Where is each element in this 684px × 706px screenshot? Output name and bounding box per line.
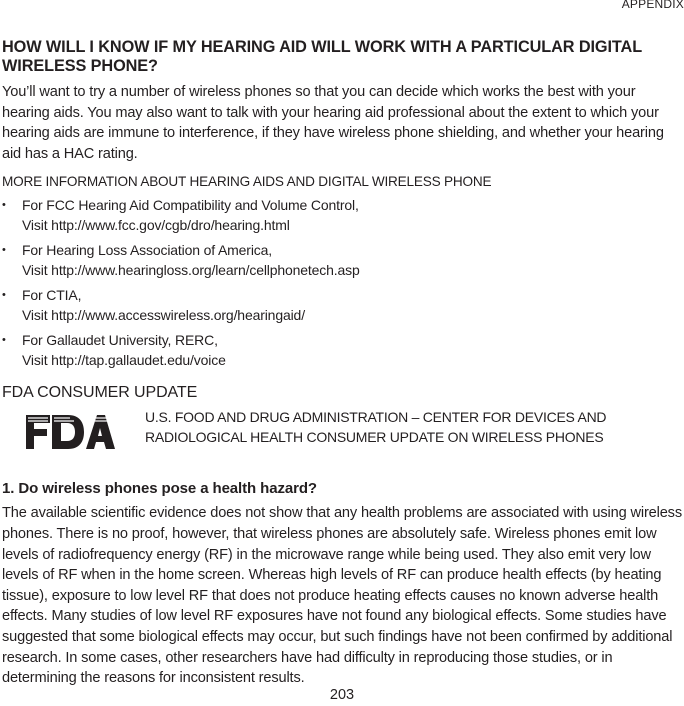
page-number: 203 <box>329 687 355 703</box>
more-info-heading: MORE INFORMATION ABOUT HEARING AIDS AND DIGITAL WIRELESS PHONE <box>2 174 492 190</box>
hearing-aid-intro: You’ll want to try a number of wireless phones so that you can decide which works the best with your hearing aids. You may also want to talk with your hearing aid professional about the extent to which your hearing aids are immune to interference, if they have wireless phone shielding, and whether your hearing aid has a HAC rating. <box>2 84 664 162</box>
resource-name: For FCC Hearing Aid Compatibility and Volume Control, <box>22 197 359 214</box>
resource-link[interactable]: Visit http://www.accesswireless.org/hearingaid/ <box>22 307 305 324</box>
resource-item-ctia <box>2 285 682 325</box>
running-head: APPENDIX <box>621 0 684 11</box>
resource-name: For Hearing Loss Association of America, <box>22 242 273 259</box>
fda-header-block <box>2 405 682 465</box>
resource-item-fcc <box>2 195 682 235</box>
bullet: • <box>2 199 6 212</box>
bullet: • <box>2 289 6 302</box>
fda-caption-line: U.S. FOOD AND DRUG ADMINISTRATION – CENTER FOR DEVICES AND <box>145 409 607 426</box>
hearing-aid-question-title: HOW WILL I KNOW IF MY HEARING AID WILL WORK WITH A PARTICULAR DIGITAL WIRELESS PHONE? <box>2 38 642 75</box>
resource-name: For Gallaudet University, RERC, <box>22 332 218 349</box>
question-1-heading: 1. Do wireless phones pose a health hazard? <box>2 480 317 498</box>
page-content <box>2 38 682 689</box>
bullet: • <box>2 244 6 257</box>
resource-name: For CTIA, <box>22 287 82 304</box>
resource-item-gallaudet <box>2 330 682 370</box>
bullet: • <box>2 334 6 347</box>
fda-caption <box>145 407 665 447</box>
fda-section-title: FDA CONSUMER UPDATE <box>2 384 198 402</box>
resource-link[interactable]: Visit http://www.fcc.gov/cgb/dro/hearing.html <box>22 217 290 234</box>
fda-caption-line: RADIOLOGICAL HEALTH CONSUMER UPDATE ON WIRELESS PHONES <box>145 429 604 446</box>
resource-link[interactable]: Visit http://tap.gallaudet.edu/voice <box>22 352 226 369</box>
resource-item-hlaa <box>2 240 682 280</box>
resource-link[interactable]: Visit http://www.hearingloss.org/learn/cellphonetech.asp <box>22 262 360 279</box>
resource-list <box>2 195 682 370</box>
question-1-answer: The available scientific evidence does not show that any health problems are associated with using wireless phones. There is no proof, however, that wireless phones are absolutely safe. Wireless phones emit low levels of radiofrequency energy (RF) in the microwave range while being used. They also emit very low levels of RF when in the home screen. Whereas high levels of RF can produce health effects (by heating tissue), exposure to low level RF that does not produce heating effects causes no known adverse health effects. Many studies of low level RF exposures have not found any biological effects. Some studies have suggested that some biological effects may occur, but such findings have not been confirmed by additional research. In some cases, other researchers have had difficulty in reproducing those studies, or in determining the reasons for inconsistent results. <box>2 505 682 687</box>
fda-logo-icon <box>22 411 116 453</box>
